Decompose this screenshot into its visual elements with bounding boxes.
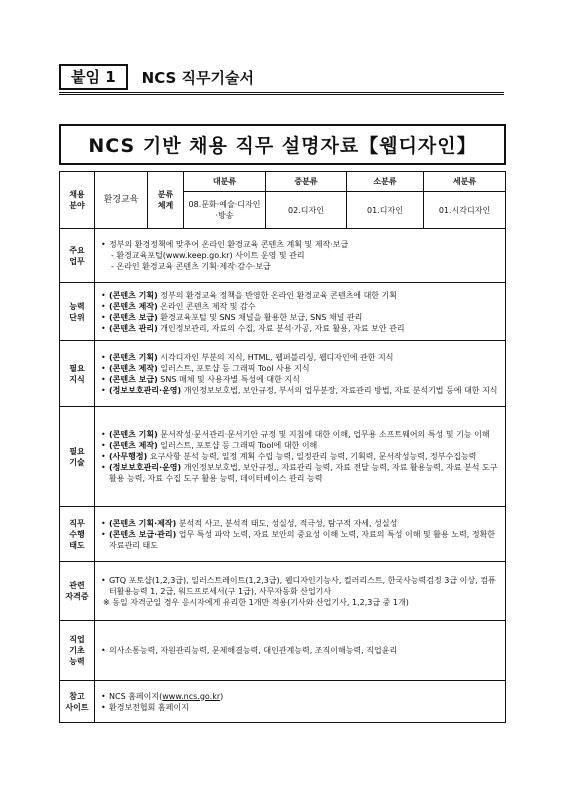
basic-ability-label: 직업 기초 능력 [60,621,95,681]
list-item: • (콘텐츠 기획) 문서작성·문서관리·문서기안 규정 및 지침에 대한 이해, 업무용 소프트웨어의 특성 및 기능 이해 [109,429,501,440]
middle-category-value: 02.디자인 [266,192,347,229]
sub-category-header: 세분류 [424,172,506,192]
classification-header-row [60,172,506,192]
certs-row [60,562,506,621]
attachment-label: 붙임 1 [59,64,128,90]
header-divider [59,92,504,95]
list-item: • (콘텐츠 보급·관리) 업무 특성 파악 노력, 자료 보안의 중요성 이해 노력, 자료의 특성 이해 및 활용 노력, 정확한 자료관리 태도 [109,529,501,551]
recruit-field-value: 환경교육 [95,172,148,229]
refs-label: 참고 사이트 [60,681,95,723]
basic-ability-text: • 의사소통능력, 자원관리능력, 문제해결능력, 대인관계능력, 조직이해능력, 직업윤리 [109,645,501,656]
duties-sub-1: - 환경교육포털(www.keep.go.kr) 사이트 운영 및 관리 [111,251,305,260]
skills-content [95,407,506,507]
list-item: • (콘텐츠 보급) SNS 매체 및 사용자별 특성에 대한 지식 [109,374,501,385]
document-title: NCS 기반 채용 직무 설명자료【웹디자인】 [88,135,477,157]
major-category-value: 08.문화·예술·디자인 ·방송 [184,192,266,229]
middle-category-header: 중분류 [266,172,347,192]
list-item: • (콘텐츠 보급) 환경교육포털 및 SNS 채널을 활용한 보급, SNS 채널 관리 [109,312,501,323]
document-title-box [59,124,506,165]
duties-label: 주요 업무 [60,229,95,283]
list-item: • NCS 홈페이지(www.ncs.go.kr) [109,691,501,702]
refs-row [60,681,506,723]
ability-content [95,283,506,341]
attitude-label: 직무 수행 태도 [60,507,95,562]
major-category-header: 대분류 [184,172,266,192]
duties-sub-2: - 온라인 환경교육 콘텐츠 기획·제작·감수·보급 [111,262,271,271]
certs-label: 관련 자격증 [60,562,95,621]
certs-main: • GTQ 포토샵(1,2,3급), 일러스트레이트(1,2,3급), 웹디자인기능사, 컬러리스트, 한국사능력검정 3급 이상, 컴퓨터활용능력 1, 2급, 워드프로세서(구 1급), 사무자동화 산업기사 [109,575,501,597]
list-item: • 환경보전협회 홈페이지 [109,702,501,713]
list-item: • (콘텐츠 제작) 일러스트, 포토샵 등 그래픽 Tool에 대한 이해 [109,440,501,451]
list-item: • (콘텐츠 기획) 정부의 환경교육 정책을 반영한 온라인 환경교육 콘텐츠에 대한 기획 [109,290,501,301]
duties-row [60,229,506,283]
sub-category-value: 01.시각디자인 [424,192,506,229]
list-item: • (콘텐츠 관리) 개인정보관리, 자료의 수집, 자료 분석·가공, 자료 활용, 자료 보안 관리 [109,323,501,334]
list-item: • (정보보호관리·운영) 개인정보보호법, 보안규정,, 자료관리 능력, 자료 전달 능력, 자료 활용능력, 자료 분석 도구 활용 능력, 자료 수집 도구 활용 능력, 데이터베이스 관리 능력 [109,462,501,484]
list-item: • (콘텐츠 기획·제작) 분석적 사고, 분석적 태도, 성실성, 적극성, 탐구적 자세, 성실성 [109,518,501,529]
minor-category-header: 소분류 [347,172,424,192]
classification-system-label: 분류 체계 [148,172,184,229]
knowledge-row [60,341,506,407]
basic-ability-row [60,621,506,681]
knowledge-label: 필요 지식 [60,341,95,407]
attitude-row [60,507,506,562]
list-item: • (콘텐츠 기획) 시각디자인 부분의 지식, HTML, 웹퍼블리싱, 웹디자인에 관한 지식 [109,352,501,363]
basic-ability-content [95,621,506,681]
ability-row [60,283,506,341]
duties-main: • 정부의 환경정책에 맞추어 온라인 환경교육 콘텐츠 계획 및 제작·보급 [109,239,501,250]
attachment-header [59,64,254,90]
list-item: • (사무행정) 요구사항 분석 능력, 일정 계획 수립 능력, 일정관리 능력, 기획력, 문서작성능력, 정부수집능력 [109,451,501,462]
list-item: • (콘텐츠 제작) 일러스트, 포토샵 등 그래픽 Tool 사용 지식 [109,363,501,374]
list-item: • (정보보호관리·운영) 개인정보보호법, 보안규정, 부서의 업무분장, 자료관리 방법, 자료 분석기법 등에 대한 지식 [109,385,501,396]
attachment-title: NCS 직무기술서 [141,69,254,87]
ability-label: 능력 단위 [60,283,95,341]
certs-content [95,562,506,621]
recruit-field-label: 채용 분야 [60,172,95,229]
attitude-content [95,507,506,562]
list-item: • (콘텐츠 제작) 온라인 콘텐츠 제작 및 감수 [109,301,501,312]
ncs-link[interactable]: www.ncs.go.kr [162,691,221,701]
certs-note: ※ 동일 자격군일 경우 응시자에게 유리한 1개만 적용(기사와 산업기사, 1,2,3급 중 1개) [103,597,409,607]
job-description-table [59,171,506,723]
skills-label: 필요 기술 [60,407,95,507]
skills-row [60,407,506,507]
knowledge-content [95,341,506,407]
refs-content [95,681,506,723]
duties-content [95,229,506,283]
minor-category-value: 01.디자인 [347,192,424,229]
